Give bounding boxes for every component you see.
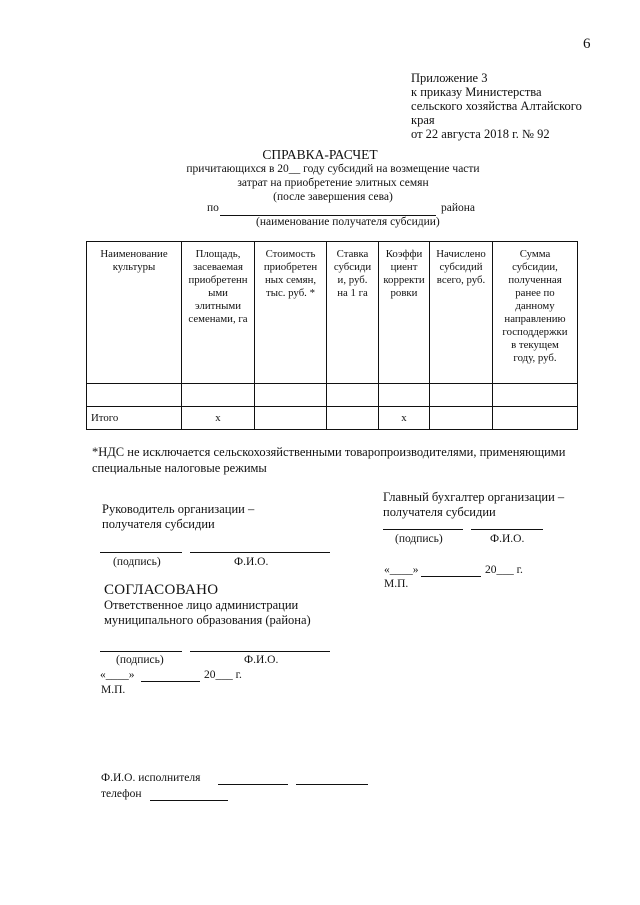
approved-name-line[interactable] xyxy=(190,651,330,652)
name-caption: Ф.И.О. xyxy=(490,533,525,545)
appendix-line: от 22 августа 2018 г. № 92 xyxy=(411,127,550,141)
document-subtitle: затрат на приобретение элитных семян xyxy=(237,177,429,189)
executor-name-line-2[interactable] xyxy=(296,784,368,785)
table-cell[interactable] xyxy=(327,407,379,430)
table-cell[interactable] xyxy=(255,407,327,430)
column-header-accrued: Начислено субсидий всего, руб. xyxy=(430,242,493,384)
column-header-rate: Ставка субсиди и, руб. на 1 га xyxy=(327,242,379,384)
table-cell[interactable] xyxy=(182,384,255,407)
date-year: 20___ г. xyxy=(485,564,523,576)
signature-caption: (подпись) xyxy=(395,533,443,545)
column-header-cost: Стоимость приобретен ных семян, тыс. руб. * xyxy=(255,242,327,384)
executor-name-line[interactable] xyxy=(218,784,288,785)
table-cell[interactable] xyxy=(430,407,493,430)
table-cell: x xyxy=(379,407,430,430)
approved-title: СОГЛАСОВАНО xyxy=(104,582,219,598)
head-name-line[interactable] xyxy=(190,552,330,553)
appendix-line: сельского хозяйства Алтайского xyxy=(411,99,582,113)
appendix-line: к приказу Министерства xyxy=(411,85,542,99)
column-header-crop: Наименование культуры xyxy=(87,242,182,384)
table-cell[interactable] xyxy=(430,384,493,407)
date-month-line[interactable] xyxy=(141,681,200,682)
date-month-line[interactable] xyxy=(421,576,481,577)
name-caption: Ф.И.О. xyxy=(234,556,269,568)
stamp-label: М.П. xyxy=(101,684,126,696)
total-label: Итого xyxy=(87,407,182,430)
accountant-name-line[interactable] xyxy=(471,529,543,530)
document-title: СПРАВКА-РАСЧЕТ xyxy=(262,147,378,162)
po-label: по xyxy=(207,202,219,214)
appendix-line: края xyxy=(411,113,435,127)
table-header-row xyxy=(87,242,578,384)
recipient-caption: (наименование получателя субсидии) xyxy=(256,216,440,228)
stamp-label: М.П. xyxy=(384,578,409,590)
accountant-signature-block xyxy=(383,490,564,520)
accountant-title: Главный бухгалтер организации – xyxy=(383,490,565,504)
appendix-line: Приложение 3 xyxy=(411,71,488,85)
table-row xyxy=(87,384,578,407)
head-title: Руководитель организации – xyxy=(102,502,255,516)
document-subtitle-note: (после завершения сева) xyxy=(273,191,393,203)
head-signature-line[interactable] xyxy=(100,552,182,553)
column-header-area: Площадь, засеваемая приобретенн ыми элитными семенами, га xyxy=(182,242,255,384)
approved-line: Ответственное лицо администрации xyxy=(104,598,299,612)
table-cell: x xyxy=(182,407,255,430)
executor-name-label: Ф.И.О. исполнителя xyxy=(101,772,201,784)
head-title: получателя субсидии xyxy=(102,517,215,531)
column-header-coefficient: Коэффи циент корректи ровки xyxy=(379,242,430,384)
footnote-line: *НДС не исключается сельскохозяйственными товаропроизводителями, применяющими xyxy=(92,445,566,459)
signature-caption: (подпись) xyxy=(116,654,164,666)
date-open: «____» xyxy=(100,669,135,681)
table-cell[interactable] xyxy=(87,384,182,407)
table-cell[interactable] xyxy=(379,384,430,407)
appendix-header xyxy=(411,71,582,141)
table-cell[interactable] xyxy=(327,384,379,407)
signature-caption: (подпись) xyxy=(113,556,161,568)
approved-signature-line[interactable] xyxy=(100,651,182,652)
footnote-line: специальные налоговые режимы xyxy=(92,461,267,475)
page-number: 6 xyxy=(583,36,591,52)
vat-footnote xyxy=(92,444,592,476)
table-cell[interactable] xyxy=(255,384,327,407)
calculation-table xyxy=(86,241,578,430)
phone-label: телефон xyxy=(101,788,142,800)
table-cell[interactable] xyxy=(493,407,578,430)
document-subtitle: причитающихся в 20__ году субсидий на возмещение части xyxy=(186,163,480,175)
date-year: 20___ г. xyxy=(204,669,242,681)
accountant-title: получателя субсидии xyxy=(383,505,496,519)
table-cell[interactable] xyxy=(493,384,578,407)
rayon-label: района xyxy=(441,202,476,214)
head-signature-block xyxy=(102,502,254,532)
date-open: «____» xyxy=(384,564,419,576)
accountant-signature-line[interactable] xyxy=(383,529,463,530)
phone-line[interactable] xyxy=(150,800,228,801)
table-total-row xyxy=(87,407,578,430)
column-header-received-earlier: Сумма субсидии, полученная ранее по данному направлению господдержки в текущем году, руб. xyxy=(493,242,578,384)
approved-line: муниципального образования (района) xyxy=(104,613,311,627)
approved-block xyxy=(104,598,311,628)
name-caption: Ф.И.О. xyxy=(244,654,279,666)
